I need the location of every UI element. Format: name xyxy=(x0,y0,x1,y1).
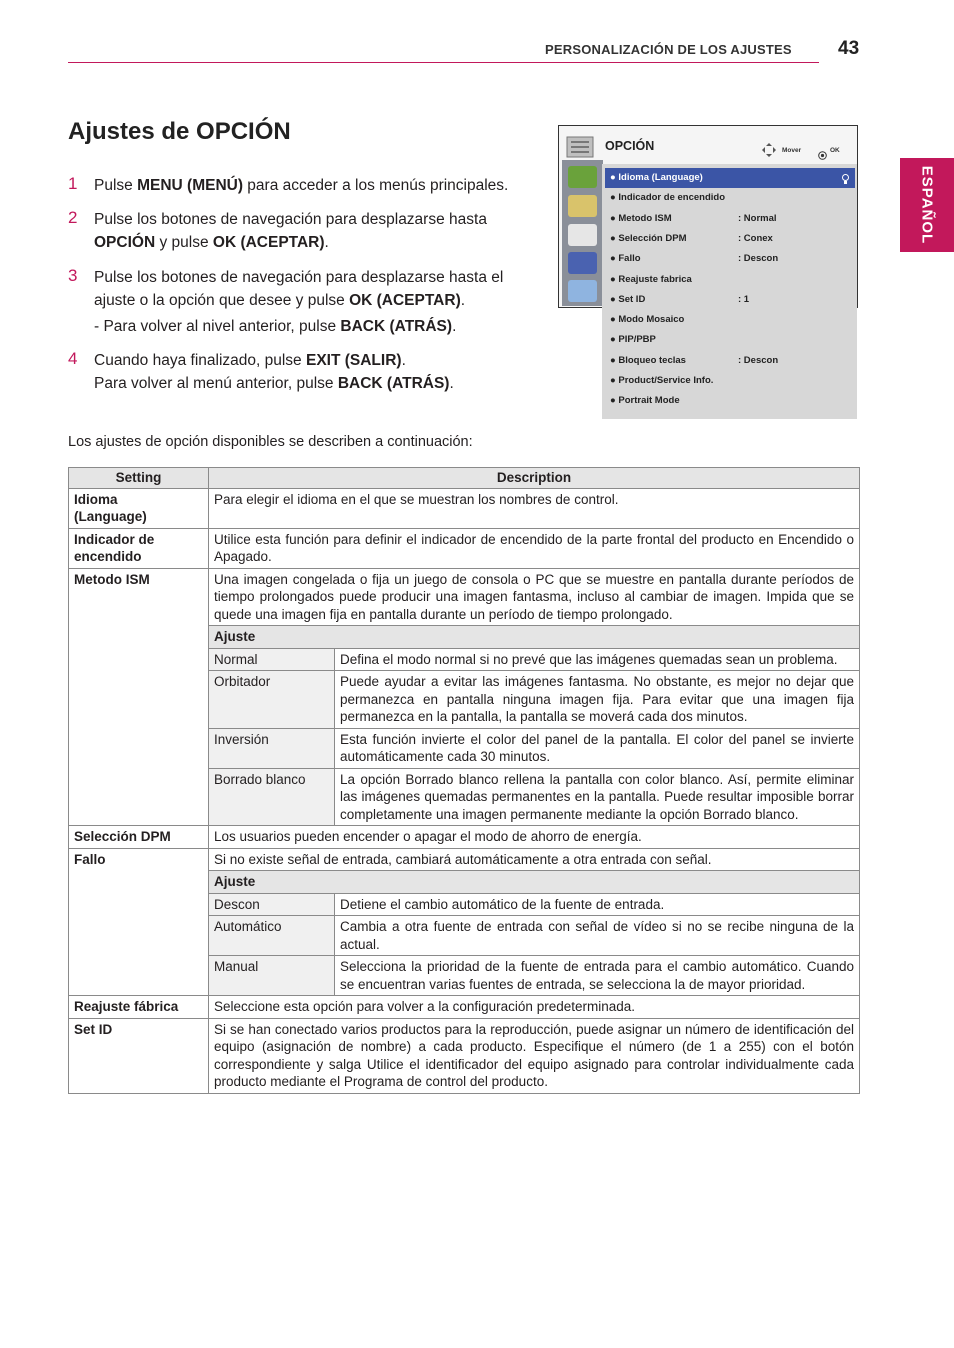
running-header: PERSONALIZACIÓN DE LOS AJUSTES xyxy=(545,42,792,57)
sub-option-row xyxy=(209,893,859,916)
description-text: Utilice esta función para definir el indicador de encendido de la parte frontal del producto en Encendido o Apagado. xyxy=(214,531,854,564)
sub-option-description: La opción Borrado blanco rellena la pantalla con color blanco. Así, permite eliminar las imágenes quemadas permanentes en la pantalla. Puede resultar imposible borrar completamente una imagen permanente mediante la opción Borrado blanco. xyxy=(335,768,860,825)
osd-menu-item-label: ● PIP/PBP xyxy=(610,334,656,346)
osd-menu-item-label: ● Bloqueo teclas xyxy=(610,354,686,366)
step-number: 2 xyxy=(68,208,78,227)
sub-option-description: Esta función invierte el color del panel de la pantalla. El color del panel se invierte automáticamente cada 30 minutos. xyxy=(335,728,860,768)
setting-cell: Fallo xyxy=(69,848,209,996)
sub-option-row xyxy=(209,648,859,671)
setting-cell: Idioma (Language) xyxy=(69,488,209,528)
options-table xyxy=(68,467,860,1094)
description-text: Si no existe señal de entrada, cambiará automáticamente a otra entrada con señal. xyxy=(214,851,712,867)
osd-menu-item-label: ● Metodo ISM xyxy=(610,212,672,224)
sub-option-name: Borrado blanco xyxy=(209,768,335,825)
osd-menu-item[interactable] xyxy=(610,274,692,285)
description-cell xyxy=(209,996,860,1019)
osd-menu-item[interactable] xyxy=(610,375,713,386)
osd-menu-item-label: ● Idioma (Language) xyxy=(610,172,703,183)
description-column-header: Description xyxy=(209,468,860,489)
description-text: Seleccione esta opción para volver a la configuración predeterminada. xyxy=(214,999,636,1014)
description-text: Los usuarios pueden encender o apagar el modo de ahorro de energía. xyxy=(214,829,642,844)
description-cell xyxy=(209,826,860,849)
sub-options-table xyxy=(209,625,859,825)
sub-options-header: Ajuste xyxy=(209,626,859,649)
network-category-icon[interactable] xyxy=(568,280,597,302)
osd-menu-item-label: ● Product/Service Info. xyxy=(610,375,714,386)
audio-category-icon[interactable] xyxy=(568,195,597,217)
description-text: Para elegir el idioma en el que se muestran los nombres de control. xyxy=(214,491,619,507)
osd-menu-item[interactable] xyxy=(610,354,779,366)
language-side-tab xyxy=(900,158,954,252)
sub-option-name: Manual xyxy=(209,956,335,996)
sub-option-name: Descon xyxy=(209,893,335,916)
sub-option-row xyxy=(209,768,859,825)
step-text: Pulse los botones de navegación para desplazarse hasta el ajuste o la opción que desee y pulse OK (ACEPTAR). - Para volver al nivel anterior, pulse BACK (ATRÁS). xyxy=(94,269,504,335)
sub-option-row xyxy=(209,671,859,729)
sub-option-description: Puede ayudar a evitar las imágenes fantasma. No obstante, es mejor no dejar que permanezca en pantalla ninguna imagen fija. Para evitar que una imagen fija permanezca en la pantalla, la pantalla se moverá cada dos minutos. xyxy=(335,671,860,729)
step-number: 1 xyxy=(68,174,78,193)
table-row xyxy=(69,826,860,849)
header-rule xyxy=(68,62,819,63)
osd-menu-item-label: ● Fallo xyxy=(610,253,641,265)
page-title: Ajustes de OPCIÓN xyxy=(68,118,291,145)
picture-category-icon[interactable] xyxy=(568,166,597,188)
side-tab-label: ESPAÑOL xyxy=(918,165,936,245)
setting-cell: Set ID xyxy=(69,1018,209,1093)
osd-option-list xyxy=(602,164,857,419)
sub-option-row xyxy=(209,728,859,768)
osd-menu-item-value: : Conex xyxy=(738,232,773,244)
osd-menu-item[interactable] xyxy=(610,172,703,183)
ok-button-icon xyxy=(818,147,827,156)
step-text: Cuando haya finalizado, pulse EXIT (SALIR). Para volver al menú anterior, pulse BACK (ATRÁS). xyxy=(94,352,454,392)
description-cell xyxy=(209,848,860,996)
sub-option-row xyxy=(209,916,859,956)
option-category-icon[interactable] xyxy=(568,252,597,274)
table-row xyxy=(69,528,860,568)
step-number: 4 xyxy=(68,349,78,368)
osd-category-icons xyxy=(562,160,603,306)
sub-option-name: Orbitador xyxy=(209,671,335,729)
description-cell xyxy=(209,1018,860,1093)
table-row xyxy=(69,488,860,528)
description-cell xyxy=(209,488,860,528)
osd-menu-item[interactable] xyxy=(610,395,680,406)
setting-cell: Metodo ISM xyxy=(69,568,209,826)
description-text: Una imagen congelada o fija un juego de consola o PC que se muestre en pantalla durante períodos de tiempo prolongados puede producir una imagen fantasma, incluso al cambiar de imagen. Impida que se quede una imagen fija en pantalla durante un período de tiempo prolongado. xyxy=(214,571,854,622)
osd-menu-title: OPCIÓN xyxy=(605,139,655,153)
osd-menu-item[interactable] xyxy=(610,253,779,265)
osd-menu-item[interactable] xyxy=(610,293,750,305)
table-row xyxy=(69,1018,860,1093)
description-cell xyxy=(209,528,860,568)
setting-cell: Reajuste fábrica xyxy=(69,996,209,1019)
sub-option-description: Detiene el cambio automático de la fuente de entrada. xyxy=(335,893,860,916)
page-number: 43 xyxy=(838,38,860,59)
sub-options-table xyxy=(209,870,859,995)
sub-option-name: Normal xyxy=(209,648,335,671)
step-text: Pulse los botones de navegación para desplazarse hasta OPCIÓN y pulse OK (ACEPTAR). xyxy=(94,211,487,251)
osd-menu-item[interactable] xyxy=(610,212,777,224)
sub-option-name: Automático xyxy=(209,916,335,956)
sub-option-description: Cambia a otra fuente de entrada con señal de vídeo si no se recibe ninguna de la actual. xyxy=(335,916,860,956)
step-number: 3 xyxy=(68,266,78,285)
osd-menu-item-value: : 1 xyxy=(738,293,750,305)
info-bulb-icon xyxy=(842,172,849,183)
sub-option-description: Selecciona la prioridad de la fuente de entrada para el cambio automático. Cuando se encuentran varias fuentes de entrada, se selecciona la de mayor prioridad. xyxy=(335,956,860,996)
osd-menu-item[interactable] xyxy=(610,334,656,345)
setting-column-header: Setting xyxy=(69,468,209,489)
osd-menu-item-label: ● Reajuste fabrica xyxy=(610,273,692,285)
osd-menu-item-value: : Descon xyxy=(738,253,779,265)
intro-text: Los ajustes de opción disponibles se describen a continuación: xyxy=(68,434,473,450)
setting-cell: Selección DPM xyxy=(69,826,209,849)
sub-options-header: Ajuste xyxy=(209,871,859,894)
osd-menu-item-label: ● Selección DPM xyxy=(610,232,687,244)
move-hint: Mover xyxy=(782,147,802,154)
osd-menu-item-label: ● Portrait Mode xyxy=(610,395,680,407)
ok-hint: OK xyxy=(830,147,840,154)
table-row xyxy=(69,568,860,826)
description-text: Si se han conectado varios productos para la reproducción, puede asignar un número de identificación del equipo (asignación de nombre) a cada producto. Especifique el número (de 1 a 255) con el botón correspondiente y salga Utilice el identificador del equipo asignado para controlar individualmente cada producto mediante el Programa de control del producto. xyxy=(214,1021,854,1089)
osd-menu-item-value: : Normal xyxy=(738,212,777,224)
osd-menu-item-value: : Descon xyxy=(738,354,779,366)
sub-option-name: Inversión xyxy=(209,728,335,768)
osd-menu-item-label: ● Modo Mosaico xyxy=(610,314,685,326)
osd-menu-item[interactable] xyxy=(610,314,684,325)
time-category-icon[interactable] xyxy=(568,224,597,246)
osd-menu-item[interactable] xyxy=(610,192,725,203)
osd-menu-item[interactable] xyxy=(610,232,773,244)
option-menu-icon xyxy=(566,133,594,159)
setting-cell: Indicador de encendido xyxy=(69,528,209,568)
osd-menu-item-label: ● Indicador de encendido xyxy=(610,192,726,204)
step-text: Pulse MENU (MENÚ) para acceder a los menús principales. xyxy=(94,177,509,194)
sub-option-row xyxy=(209,956,859,996)
description-cell xyxy=(209,568,860,826)
sub-option-description: Defina el modo normal si no prevé que las imágenes quemadas sean un problema. xyxy=(335,648,860,671)
table-row xyxy=(69,848,860,996)
table-row xyxy=(69,996,860,1019)
osd-menu-item-label: ● Set ID xyxy=(610,293,646,305)
move-arrows-icon xyxy=(762,143,776,157)
